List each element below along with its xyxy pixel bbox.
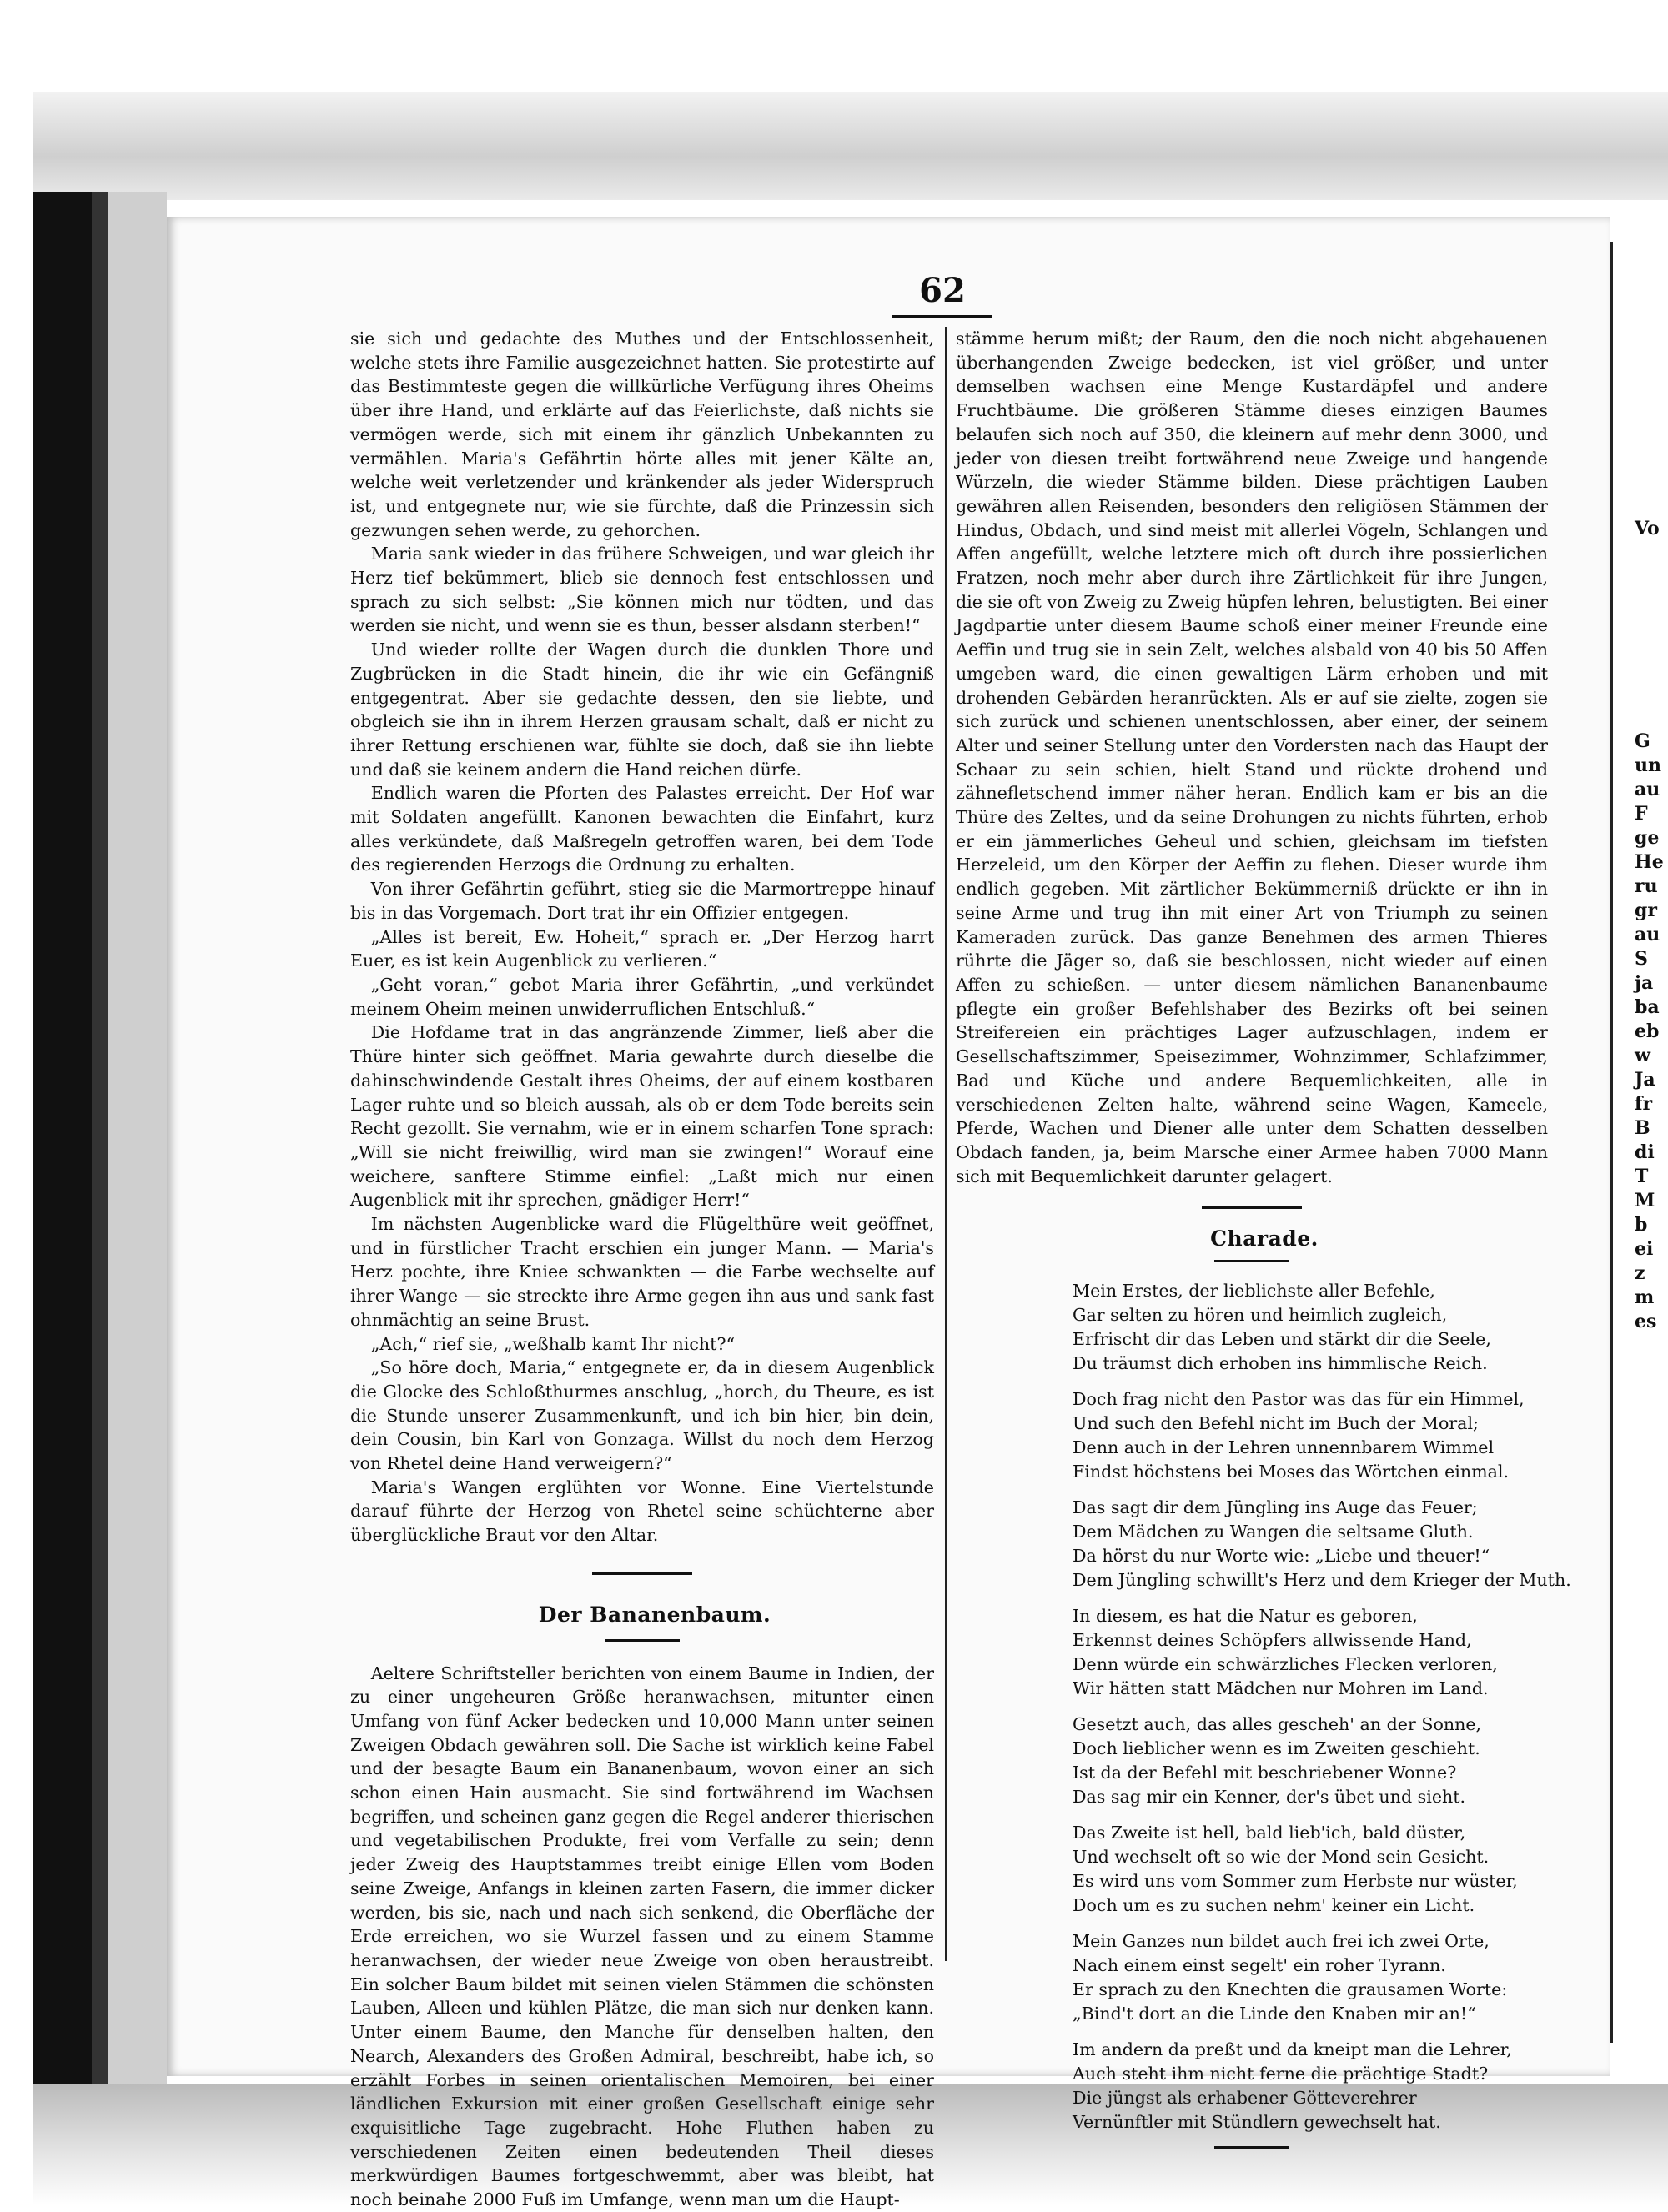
poem-stanza xyxy=(1073,1387,1548,1484)
poem-line: Dem Mädchen zu Wangen die seltsame Gluth. xyxy=(1073,1522,1474,1542)
adjacent-page-fragment: S xyxy=(1635,948,1648,970)
page-number-rule xyxy=(892,315,992,318)
adjacent-page-fragment: ei xyxy=(1635,1238,1654,1260)
adjacent-page-fragment: G xyxy=(1635,730,1650,752)
poem-stanza xyxy=(1073,1821,1548,1918)
poem-line: Er sprach zu den Knechten die grausamen Worte: xyxy=(1073,1979,1508,2000)
poem-stanza xyxy=(1073,1713,1548,1809)
poem-line: Auch steht ihm nicht ferne die prächtige Stadt? xyxy=(1073,2064,1489,2084)
story-paragraph: Maria's Wangen erglühten vor Wonne. Eine Viertelstunde darauf führte der Herzog von Rhetel seine schüchterne aber überglückliche Braut vor den Altar. xyxy=(350,1477,934,1546)
poem-line: Mein Erstes, der lieblichste aller Befehle, xyxy=(1073,1281,1435,1302)
poem-line: Es wird uns vom Sommer zum Herbste nur wüster, xyxy=(1073,1871,1518,1892)
adjacent-page-fragment: ja xyxy=(1635,972,1654,994)
poem-line: Du träumst dich erhoben ins himmlische Reich. xyxy=(1073,1353,1488,1374)
poem-stanza xyxy=(1073,1604,1548,1701)
adjacent-page-fragment: Vo xyxy=(1635,518,1660,539)
poem-line: Das sagt dir dem Jüngling ins Auge das Feuer; xyxy=(1073,1497,1478,1518)
poem-line: Erkennst deines Schöpfers allwissende Hand, xyxy=(1073,1630,1472,1651)
adjacent-page-fragment: w xyxy=(1635,1045,1650,1066)
end-rule xyxy=(1214,2146,1289,2149)
book-spine xyxy=(33,192,167,2093)
story-paragraph: Von ihrer Gefährtin geführt, stieg sie die Marmortreppe hinauf bis in das Vorgemach. Dort trat ihr ein Offizier entgegen. xyxy=(350,879,934,923)
adjacent-page-fragment: ge xyxy=(1635,827,1660,849)
poem-line: Mein Ganzes nun bildet auch frei ich zwei Orte, xyxy=(1073,1931,1490,1952)
article-paragraph: Aeltere Schriftsteller berichten von einem Baume in Indien, der zu einer ungeheuren Größe heranwachsen, mitunter einen Umfang von fünf Acker bedecken und 10,000 Mann unter seinen Zweigen Obdach gewähren soll. Die Sache ist wirklich keine Fabel und der besagte Baum ein Bananenbaum, wovon einer an sich schon einen Hain ausmacht. Sie sind fortwährend im Wachsen begriffen, und scheinen ganz gegen die Regel anderer thierischen und vegetabilischen Produkte, frei vom Verfalle zu sein; denn jeder Zweig des Hauptstammes treibt einige Ellen vom Boden seine Zweige, Anfangs in kleinen zarten Fasern, die immer dicker werden, bis sie, nach und nach sich senkend, die Oberfläche der Erde erreichen, wo sie Wurzel fassen und zu einem Stamme heranwachsen, der wieder neue Zweige von oben heraustreibt. Ein solcher Baum bildet mit seinen vielen Stämmen die schönsten Lauben, Alleen und kühlen Plätze, die man sich nur denken kann. Unter einem Baume, den Manche für denselben halten, den Nearch, Alexanders des Großen Admiral, beschreibt, habe ich, so erzählt Forbes in seinen orientalischen Memoiren, bei einer ländlichen Exkursion mit einer großen Gesellschaft einige sehr exquisitliche Tage zugebracht. Hohe Fluthen haben zu verschiedenen Zeiten einen bedeutenden Theil dieses merkwürdigen Baumes fortgeschwemmt, aber was bleibt, hat noch beinahe 2000 Fuß im Umfange, wenn man um die Haupt- xyxy=(350,1663,934,2210)
adjacent-page-fragment: eb xyxy=(1635,1021,1660,1042)
poem-stanza xyxy=(1073,1279,1548,1376)
story-paragraph: Endlich waren die Pforten des Palastes erreicht. Der Hof war mit Soldaten angefüllt. Kanonen bewachten die Einfahrt, kurz alles verkündete, daß Maßregeln getroffen waren, bei dem Tode des regierenden Herzogs die Ordnung zu erhalten. xyxy=(350,783,934,875)
poem-line: Im andern da preßt und da kneipt man die Lehrer, xyxy=(1073,2039,1512,2060)
poem-line: Ist da der Befehl mit beschriebener Wonne? xyxy=(1073,1763,1457,1783)
story-paragraph: „Geht voran,“ gebot Maria ihrer Gefährtin, „und verkündet meinem Oheim meinen unwiderruflichen Entschluß.“ xyxy=(350,974,934,1019)
poem-line: Findst höchstens bei Moses das Wörtchen einmal. xyxy=(1073,1462,1510,1482)
poem-line: Erfrischt dir das Leben und stärkt dir die Seele, xyxy=(1073,1329,1491,1350)
poem-line: Vernünftler mit Stündlern gewechselt hat. xyxy=(1073,2112,1441,2133)
adjacent-page-fragment: m xyxy=(1635,1287,1655,1308)
story-paragraph: Im nächsten Augenblicke ward die Flügelthüre weit geöffnet, und in fürstlicher Tracht erschien ein junger Mann. — Maria's Herz pochte, ihre Kniee schwankten — die Farbe wechselte auf ihrer Wange — sie streckte ihre Arme gegen ihn aus und sank fast ohnmächtig an seine Brust. xyxy=(350,1214,934,1330)
poem-line: Doch frag nicht den Pastor was das für ein Himmel, xyxy=(1073,1389,1525,1410)
adjacent-page-fragment: au xyxy=(1635,924,1660,945)
article-title: Der Bananenbaum. xyxy=(538,1602,771,1627)
title-rule xyxy=(1214,1260,1289,1262)
poem-line: Doch um es zu suchen nehm' keiner ein Licht. xyxy=(1073,1895,1475,1916)
story-paragraph: sie sich und gedachte des Muthes und der Entschlossenheit, welche stets ihre Familie ausgezeichnet hatten. Sie protestirte auf das Bestimmteste gegen die willkürliche Verfügung ihres Oheims über ihre Hand, und erklärte auf das Feierlichste, daß nichts sie vermögen werde, sich mit einem ihr gänzlich Unbekannten zu vermählen. Maria's Gefährtin hörte alles mit jener Kälte an, welche weit verletzender und kränkender als jeder Widerspruch ist, und entgegnete nur, wie sie fürchte, daß die Prinzessin sich gezwungen sehen werde, zu gehorchen. xyxy=(350,329,934,540)
poem-line: Das Zweite ist hell, bald lieb'ich, bald düster, xyxy=(1073,1823,1466,1843)
poem-stanza xyxy=(1073,1496,1571,1593)
adjacent-page-fragment: au xyxy=(1635,779,1660,800)
poem-line: „Bind't dort an die Linde den Knaben mir an!“ xyxy=(1073,2004,1476,2024)
adjacent-page-fragment: z xyxy=(1635,1262,1645,1284)
adjacent-page-fragment: B xyxy=(1635,1117,1650,1139)
story-paragraph: „Alles ist bereit, Ew. Hoheit,“ sprach er. „Der Herzog harrt Euer, es ist kein Augenblick zu verlieren.“ xyxy=(350,926,934,971)
adjacent-page-fragment: ru xyxy=(1635,875,1658,897)
poem-line: Denn würde ein schwärzliches Flecken verloren, xyxy=(1073,1654,1498,1675)
adjacent-page-fragment: di xyxy=(1635,1141,1655,1163)
adjacent-page-fragment: un xyxy=(1635,755,1661,776)
poem-line: Wir hätten statt Mädchen nur Mohren im Land. xyxy=(1073,1678,1489,1699)
poem-stanza xyxy=(1073,1929,1548,2026)
poem-line: Und wechselt oft so wie der Mond sein Gesicht. xyxy=(1073,1847,1490,1868)
section-rule xyxy=(1202,1206,1302,1209)
story-paragraph: Maria sank wieder in das frühere Schweigen, und war gleich ihr Herz tief bekümmert, blieb sie dennoch fest entschlossen und sprach zu sich selbst: „Sie können mich nur tödten, und das werden sie nicht, und wenn sie es thun, besser alsdann sterben!“ xyxy=(350,544,934,636)
poem xyxy=(956,1279,1571,2134)
poem-line: Dem Jüngling schwillt's Herz und dem Krieger der Muth. xyxy=(1073,1570,1571,1591)
poem-line: Denn auch in der Lehren unnennbarem Wimmel xyxy=(1073,1437,1495,1458)
adjacent-page-fragment: F xyxy=(1635,803,1648,825)
poem-line: Doch lieblicher wenn es im Zweiten geschieht. xyxy=(1073,1738,1480,1759)
poem-line: Nach einem einst segelt' ein roher Tyrann. xyxy=(1073,1955,1446,1976)
page-number: 62 xyxy=(919,271,966,310)
right-column xyxy=(956,327,1571,2149)
section-rule xyxy=(592,1572,692,1575)
poem-line: Die jüngst als erhabener Götteverehrer xyxy=(1073,2088,1417,2109)
adjacent-page-fragment: es xyxy=(1635,1311,1657,1332)
story-paragraph: „So höre doch, Maria,“ entgegnete er, da in diesem Augenblick die Glocke des Schloßthurmes anschlug, „horch, du Theure, es ist die Stunde unserer Zusammenkunft, und ich bin hier, bin dein, dein Cousin, bin Karl von Gonzaga. Willst du noch dem Herzog von Rhetel deine Hand verweigern?“ xyxy=(350,1357,934,1474)
adjacent-page-fragment: Ja xyxy=(1635,1069,1655,1091)
column-divider xyxy=(945,327,947,1961)
poem-line: Gesetzt auch, das alles gescheh' an der Sonne, xyxy=(1073,1714,1482,1735)
poem-line: Das sag mir ein Kenner, der's übet und sieht. xyxy=(1073,1787,1466,1808)
story-paragraph: Und wieder rollte der Wagen durch die dunklen Thore und Zugbrücken in die Stadt hinein, die ihr wie ein Gefängniß entgegentrat. Aber sie gedachte dessen, den sie liebte, und obgleich sie ihn in ihrem Herzen grausam schalt, daß er nicht zu ihrer Rettung erschienen war, fühlte sie doch, daß sie ihn liebte und daß sie keinem andern die Hand reichen dürfe. xyxy=(350,640,934,780)
scan-shadow-top xyxy=(33,92,1668,200)
adjacent-page-fragment: gr xyxy=(1635,900,1657,921)
poem-title: Charade. xyxy=(1210,1226,1319,1251)
title-rule xyxy=(605,1639,680,1642)
poem-line: Da hörst du nur Worte wie: „Liebe und theuer!“ xyxy=(1073,1546,1490,1567)
story-paragraph: Die Hofdame trat in das angränzende Zimmer, ließ aber die Thüre hinter sich geöffnet. Maria gewahrte durch dieselbe die dahinschwindende Gestalt ihres Oheims, der auf einem kostbaren Lager ruhte und so bleich aussah, als ob er dem Tode bereits sein Recht gezollt. Sie vernahm, wie er in einem scharfen Tone sprach: „Will sie nicht freiwillig, wird man sie zwingen!“ Worauf eine weichere, sanftere Stimme einfiel: „Laßt mich nur einen Augenblick mit ihr sprechen, gnädiger Herr!“ xyxy=(350,1022,934,1211)
poem-line: In diesem, es hat die Natur es geboren, xyxy=(1073,1606,1418,1627)
left-column xyxy=(350,327,934,2212)
poem-line: Und such den Befehl nicht im Buch der Moral; xyxy=(1073,1413,1479,1434)
poem-line: Gar selten zu hören und heimlich zugleich, xyxy=(1073,1305,1448,1326)
article-continuation: stämme herum mißt; der Raum, den die noch nicht abgehauenen überhangenden Zweige bedecken, ist viel größer, und unter demselben wachsen eine Menge Kustardäpfel und andere Fruchtbäume. Die größeren Stämme dieses einzigen Baumes belaufen sich noch auf 350, die kleinern auf mehr denn 3000, und jeder von diesen treibt fortwährend neue Zweige und hangende Würzeln, die wieder Stämme bilden. Diese prächtigen Lauben gewähren allen Reisenden, besonders den religiösen Stämmen der Hindus, Obdach, und sind meist mit allerlei Vögeln, Schlangen und Affen angefüllt, welche letztere mich oft durch ihre possierlichen Fratzen, noch mehr aber durch ihre Zärtlichkeit für ihre Jungen, die sie oft von Zweig zu Zweig hüpfen lehren, belustigten. Bei einer Jagdpartie unter diesem Baume schoß einer meiner Freunde eine Aeffin und trug sie in sein Zelt, welches alsbald von 40 bis 50 Affen umgeben ward, die einen gewaltigen Lärm erhoben und mit drohenden Gebärden heranrückten. Als er auf sie zielte, zogen sie sich zurück und schienen unentschlossen, aber einer, der seinem Alter und seiner Stellung unter den Vordersten nach das Haupt der Schaar zu sein schien, hielt Stand und rückte drohend und zähnefletschend immer näher heran. Endlich kam er bis an die Thüre des Zeltes, und da seine Drohungen zu nichts führten, erhob er ein jämmerliches Geheul und schien, gleichsam im tiefsten Herzeleid, um den Körper der Aeffin zu flehen. Dieser wurde ihm endlich gegeben. Mit zärtlicher Bekümmerniß drückte er ihn in seine Arme und trug ihn mit einer Art von Triumph zu seinen Kameraden zurück. Das ganze Benehmen des armen Thieres rührte die Jäger so, daß sie beschlossen, nicht wieder auf einen Affen zu schießen. — unter diesem nämlichen Bananenbaume pflegte ein großer Befehlshaber des Bezirks oft bei seinen Streifereien ein prächtiges Lager aufzuschlagen, indem er Gesellschaftszimmer, Speisezimmer, Wohnzimmer, Schlafzimmer, Bad und Küche und andere Bequemlichkeiten, alle in verschiedenen Zelten halte, während seine Wagen, Kameele, Pferde, Wachen und Diener alle unter dem Schatten desselben Obdach fanden, ja, beim Marsche einer Armee haben 7000 Mann sich mit Bequemlichkeit darunter gelagert. xyxy=(956,329,1548,1186)
adjacent-page-fragment: M xyxy=(1635,1190,1655,1211)
story-paragraph: „Ach,“ rief sie, „weßhalb kamt Ihr nicht?“ xyxy=(370,1333,736,1354)
adjacent-page-fragment: b xyxy=(1635,1214,1648,1236)
adjacent-page-fragment: T xyxy=(1635,1166,1649,1187)
adjacent-page-fragment: He xyxy=(1635,851,1664,873)
adjacent-page-fragment: fr xyxy=(1635,1093,1653,1115)
adjacent-page-fragment: ba xyxy=(1635,996,1660,1018)
poem-stanza xyxy=(1073,2038,1548,2134)
